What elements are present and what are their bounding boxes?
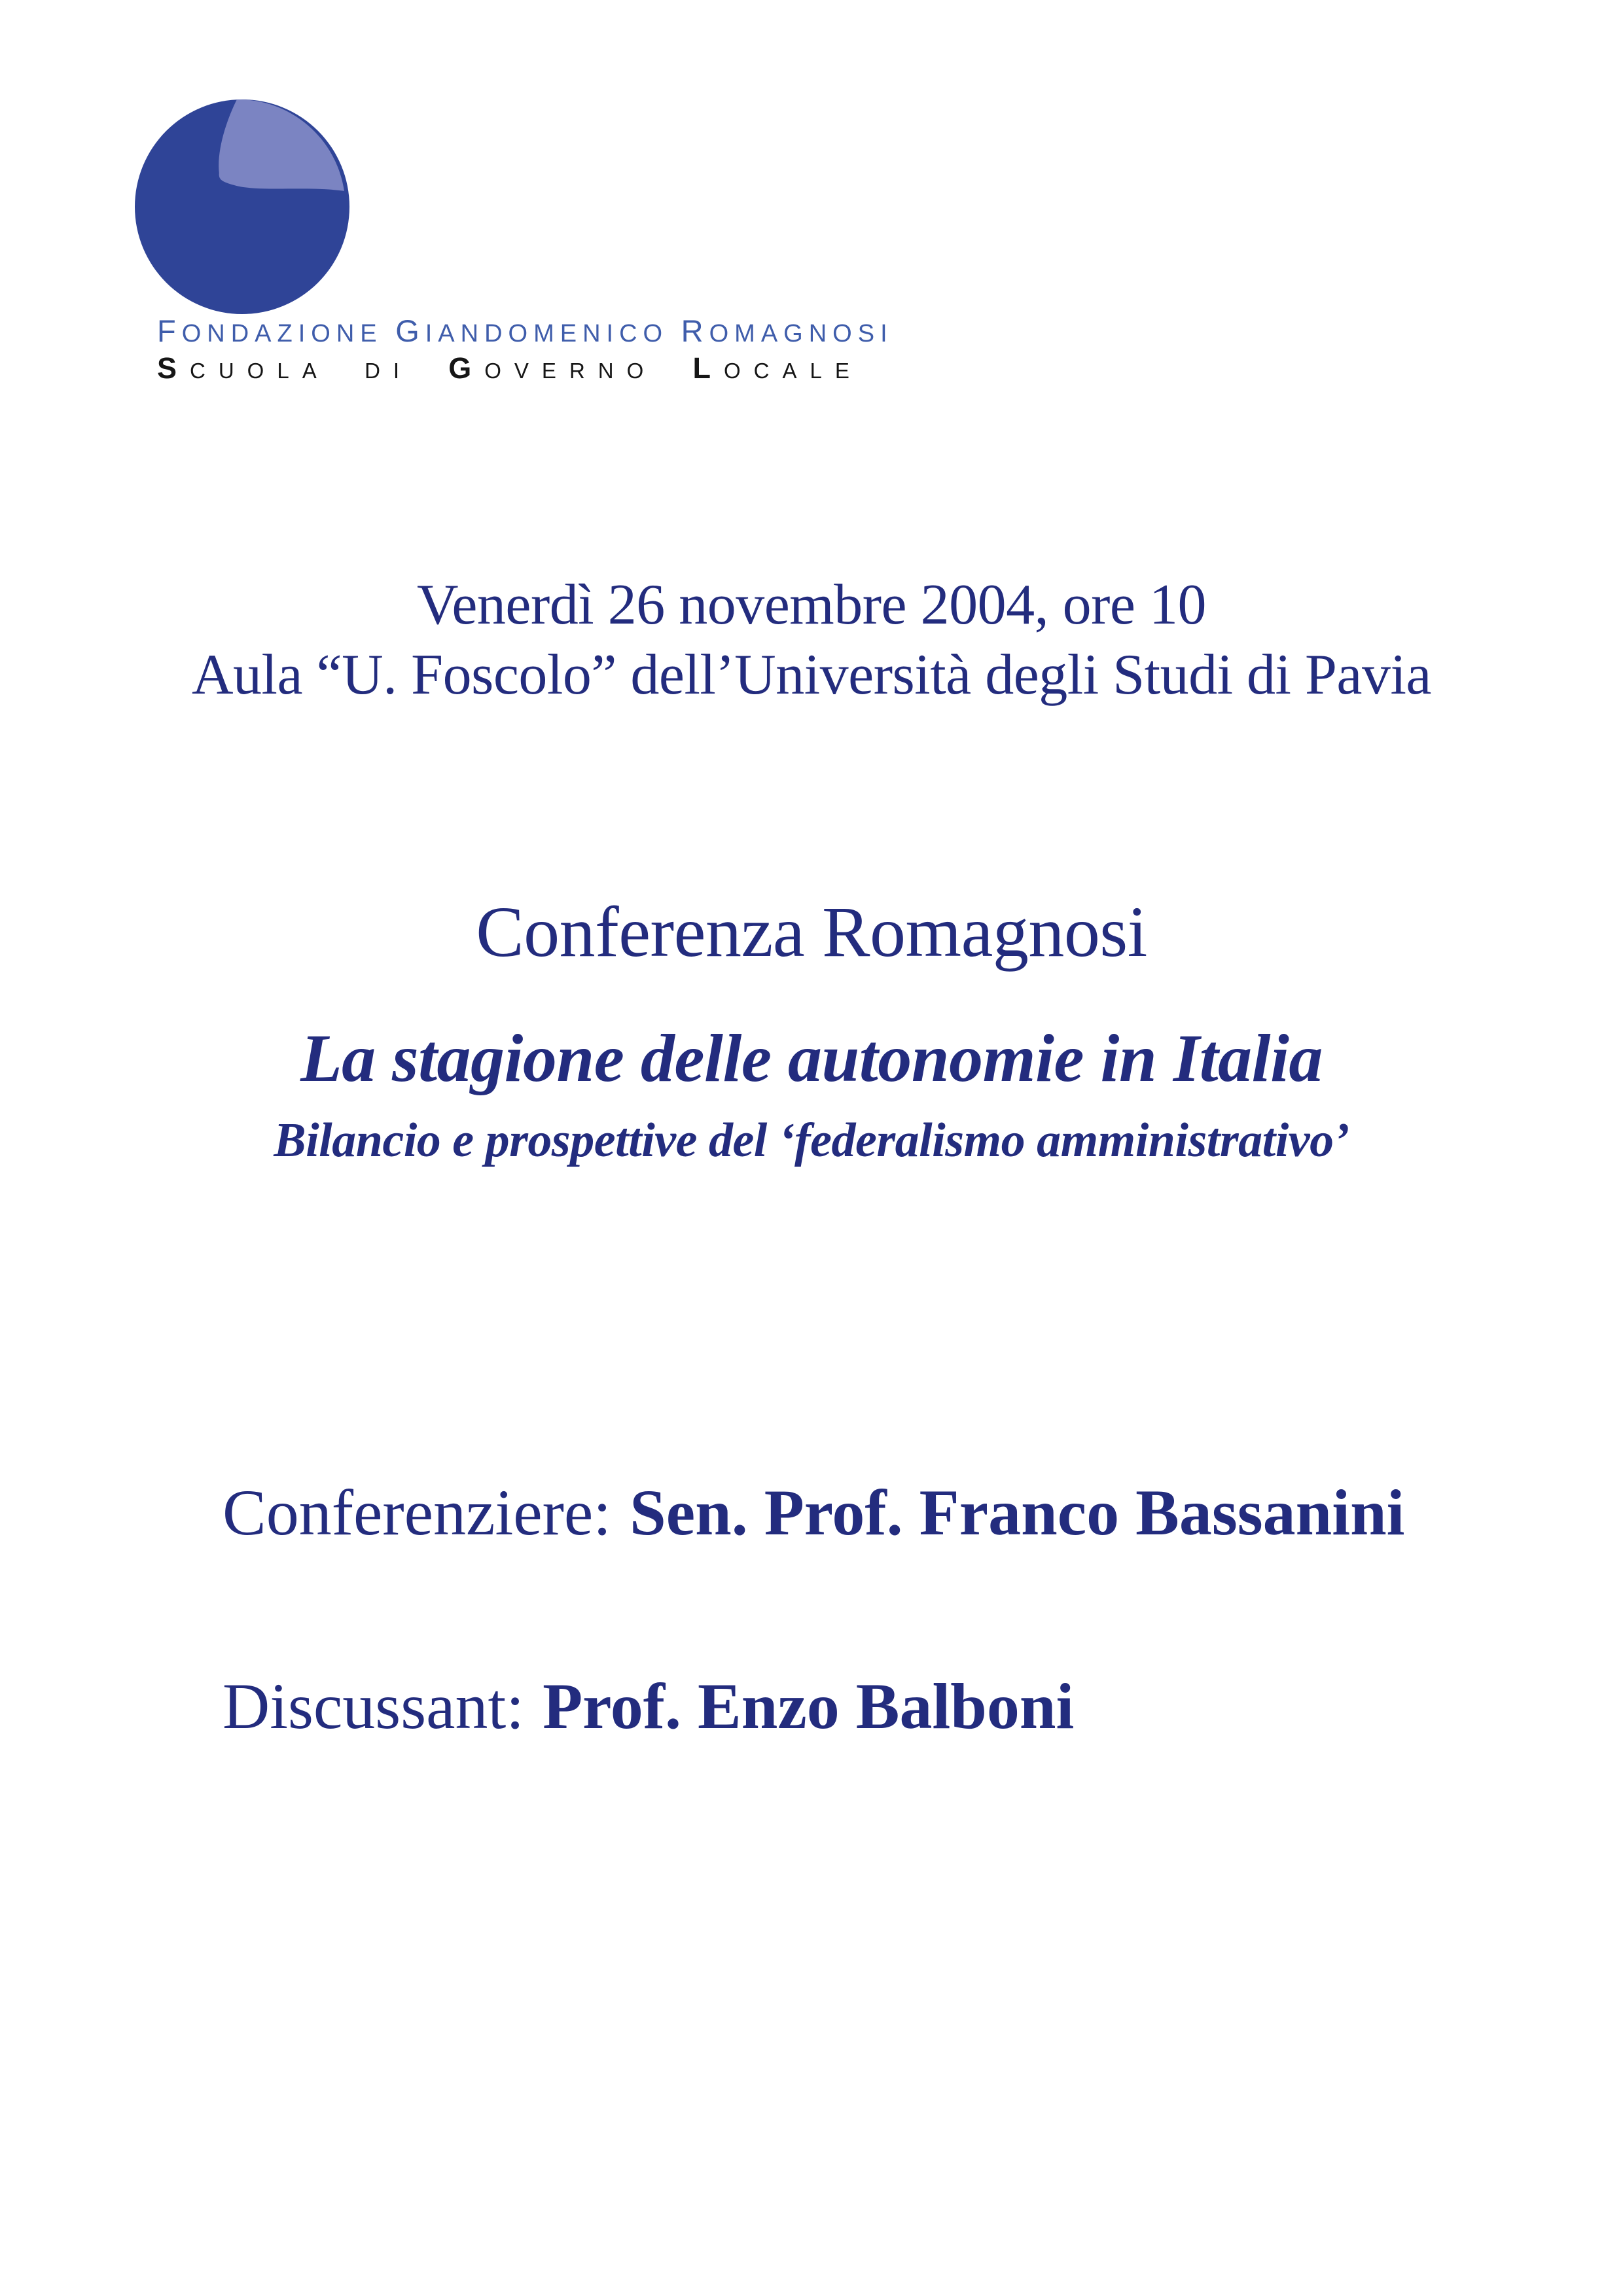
event-date: Venerdì 26 novembre 2004, ore 10 [417,573,1206,637]
discussant-label: Discussant: [223,1670,525,1742]
logo-swoosh [219,99,344,191]
conferenziere-label: Conferenziere: [223,1476,612,1549]
school-subtitle: SCUOLA DI GOVERNO LOCALE [157,351,863,385]
foundation-logo-icon [135,99,349,314]
foundation-name: FONDAZIONE GIANDOMENICO ROMAGNOSI [157,313,893,348]
conferenziere-name: Sen. Prof. Franco Bassanini [630,1476,1405,1549]
discussant-line [157,1589,1074,1824]
event-venue: Aula “U. Foscolo” dell’Università degli Studi di Pavia [191,643,1431,707]
conference-title: La stagione delle autonomie in Italia [300,1021,1323,1096]
conference-subtitle: Bilancio e prospettive del ‘federalismo amministrativo’ [274,1114,1349,1167]
discussant-name: Prof. Enzo Balboni [543,1670,1075,1742]
conference-series-title: Conferenza Romagnosi [476,892,1147,972]
